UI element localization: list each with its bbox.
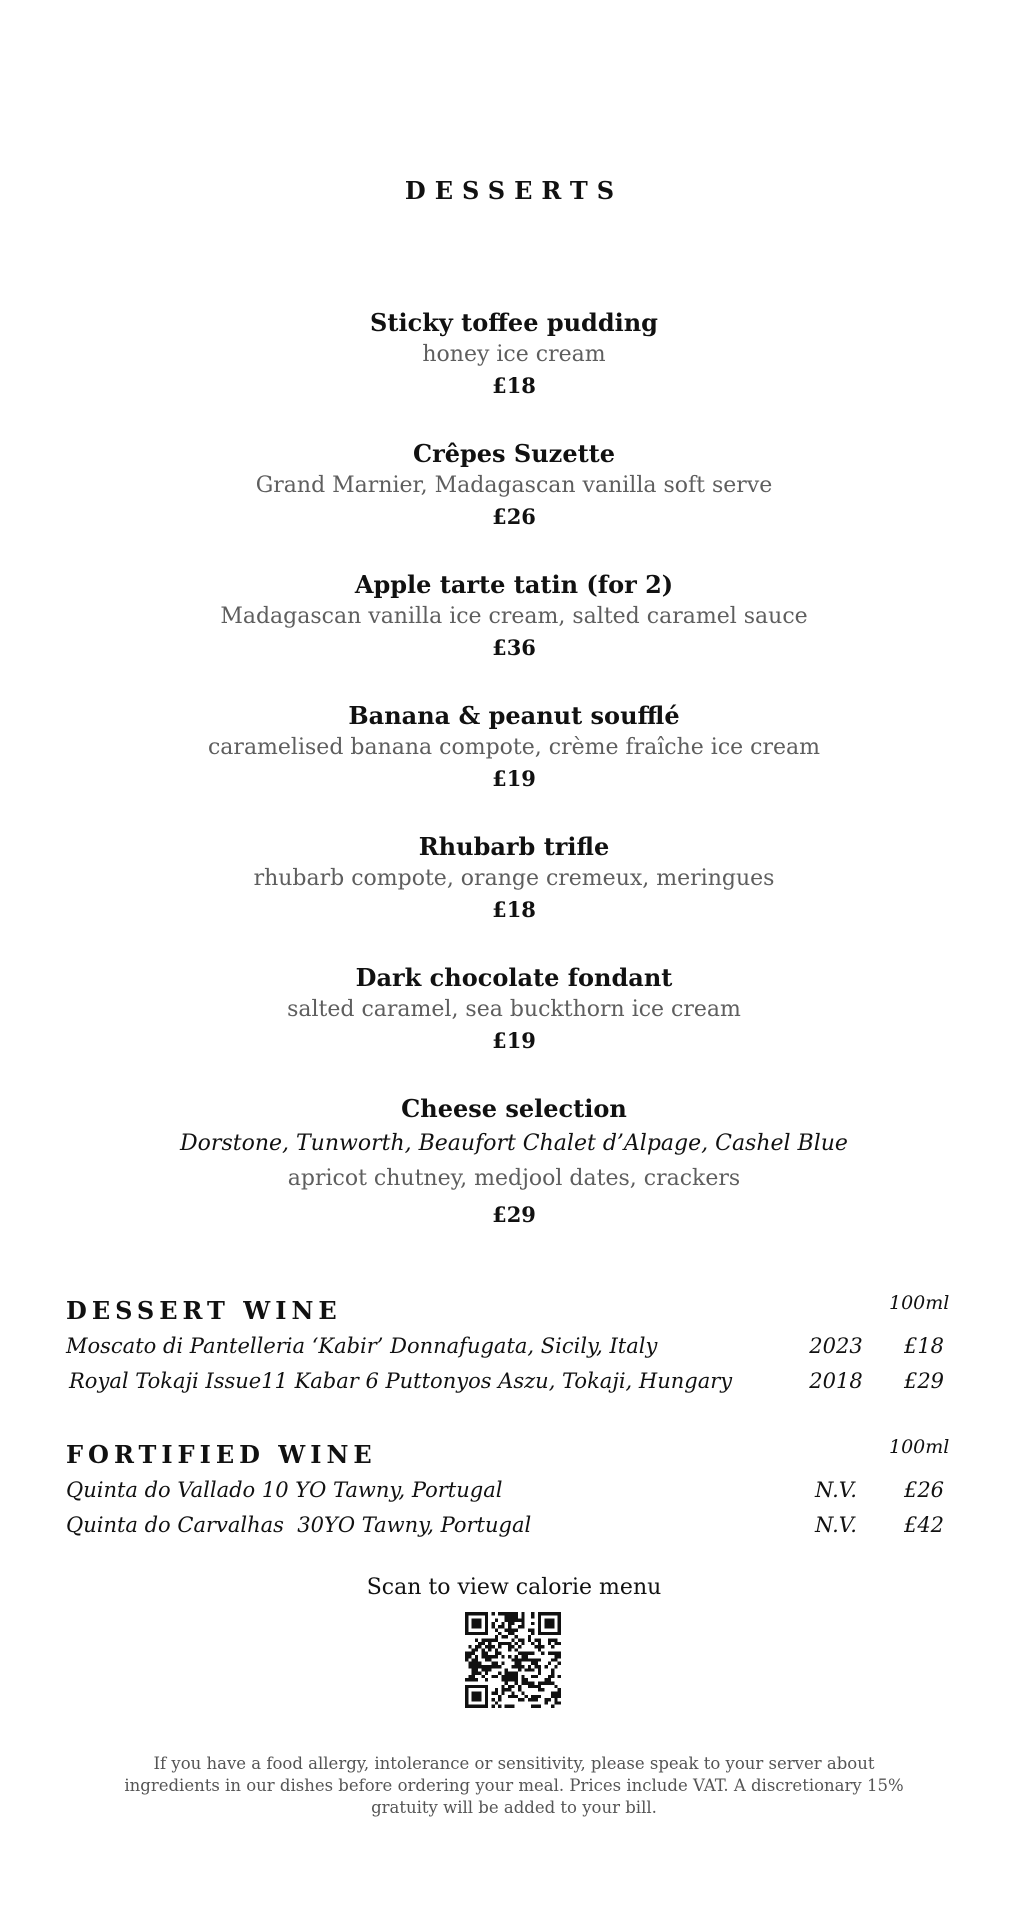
dessert-price: £18 <box>492 897 536 922</box>
dessert-price: £36 <box>492 635 536 660</box>
wine-year: N.V. <box>815 1478 857 1502</box>
dessert-description: honey ice cream <box>422 342 606 367</box>
dessert-description: caramelised banana compote, crème fraîche ice cream <box>207 735 821 760</box>
dessert-wine-section <box>66 1292 962 1404</box>
wine-name: Quinta do Carvalhas 30YO Tawny, Portugal <box>66 1513 532 1537</box>
fortified-wine-heading: FORTIFIED WINE <box>66 1440 377 1469</box>
dessert-list <box>0 307 1028 1227</box>
menu-title: DESSERTS <box>404 176 624 205</box>
wine-price: £42 <box>903 1513 945 1537</box>
wine-year: 2023 <box>809 1334 863 1358</box>
dessert-item <box>0 962 1028 1093</box>
qr-code-icon[interactable] <box>465 1612 561 1708</box>
dessert-wine-heading: DESSERT WINE <box>66 1296 342 1325</box>
wine-row <box>66 1334 962 1369</box>
fortified-wine-section <box>66 1436 962 1548</box>
wine-name: Quinta do Vallado 10 YO Tawny, Portugal <box>66 1478 503 1502</box>
dessert-item <box>0 831 1028 962</box>
wine-price: £26 <box>903 1478 945 1502</box>
wine-name: Royal Tokaji Issue11 Kabar 6 Puttonyos Aszu, Tokaji, Hungary <box>69 1369 733 1393</box>
dessert-description: rhubarb compote, orange cremeux, meringues <box>253 866 775 891</box>
dessert-item <box>0 569 1028 700</box>
wine-year: N.V. <box>815 1513 857 1537</box>
calorie-menu-label: Scan to view calorie menu <box>366 1575 662 1600</box>
cheese-price: £29 <box>492 1202 536 1227</box>
wine-row <box>66 1369 962 1404</box>
wine-name: Moscato di Pantelleria ‘Kabir’ Donnafugata, Sicily, Italy <box>66 1334 658 1358</box>
dessert-item <box>0 438 1028 569</box>
dessert-price: £19 <box>492 1028 536 1053</box>
dessert-name: Dark chocolate fondant <box>355 963 673 992</box>
wine-year: 2018 <box>809 1369 863 1393</box>
dessert-item <box>0 307 1028 438</box>
dessert-wine-unit: 100ml <box>889 1292 950 1314</box>
wine-row <box>66 1513 962 1548</box>
wine-row <box>66 1478 962 1513</box>
cheese-item <box>0 1093 1028 1227</box>
dessert-name: Crêpes Suzette <box>412 439 616 468</box>
dessert-price: £26 <box>492 504 536 529</box>
wine-price: £29 <box>903 1369 945 1393</box>
wine-price: £18 <box>903 1334 945 1358</box>
dessert-description: Madagascan vanilla ice cream, salted caramel sauce <box>220 604 808 629</box>
allergy-notice: If you have a food allergy, intolerance or sensitivity, please speak to your server about ingredients in our dishes before ordering your meal. Prices include VAT. A discretionary 15% gratuity will be added to your bill. <box>124 1754 904 1817</box>
fortified-wine-unit: 100ml <box>889 1436 950 1458</box>
dessert-price: £19 <box>492 766 536 791</box>
dessert-item <box>0 700 1028 831</box>
cheese-varieties: Dorstone, Tunworth, Beaufort Chalet d’Alpage, Cashel Blue <box>180 1131 848 1156</box>
dessert-name: Banana & peanut soufflé <box>348 701 680 730</box>
dessert-name: Rhubarb trifle <box>418 832 610 861</box>
cheese-name: Cheese selection <box>401 1094 627 1123</box>
dessert-description: Grand Marnier, Madagascan vanilla soft serve <box>255 473 773 498</box>
cheese-description: apricot chutney, medjool dates, crackers <box>287 1166 741 1191</box>
dessert-price: £18 <box>492 373 536 398</box>
dessert-description: salted caramel, sea buckthorn ice cream <box>287 997 741 1022</box>
dessert-name: Sticky toffee pudding <box>370 308 658 337</box>
dessert-name: Apple tarte tatin (for 2) <box>354 570 674 599</box>
